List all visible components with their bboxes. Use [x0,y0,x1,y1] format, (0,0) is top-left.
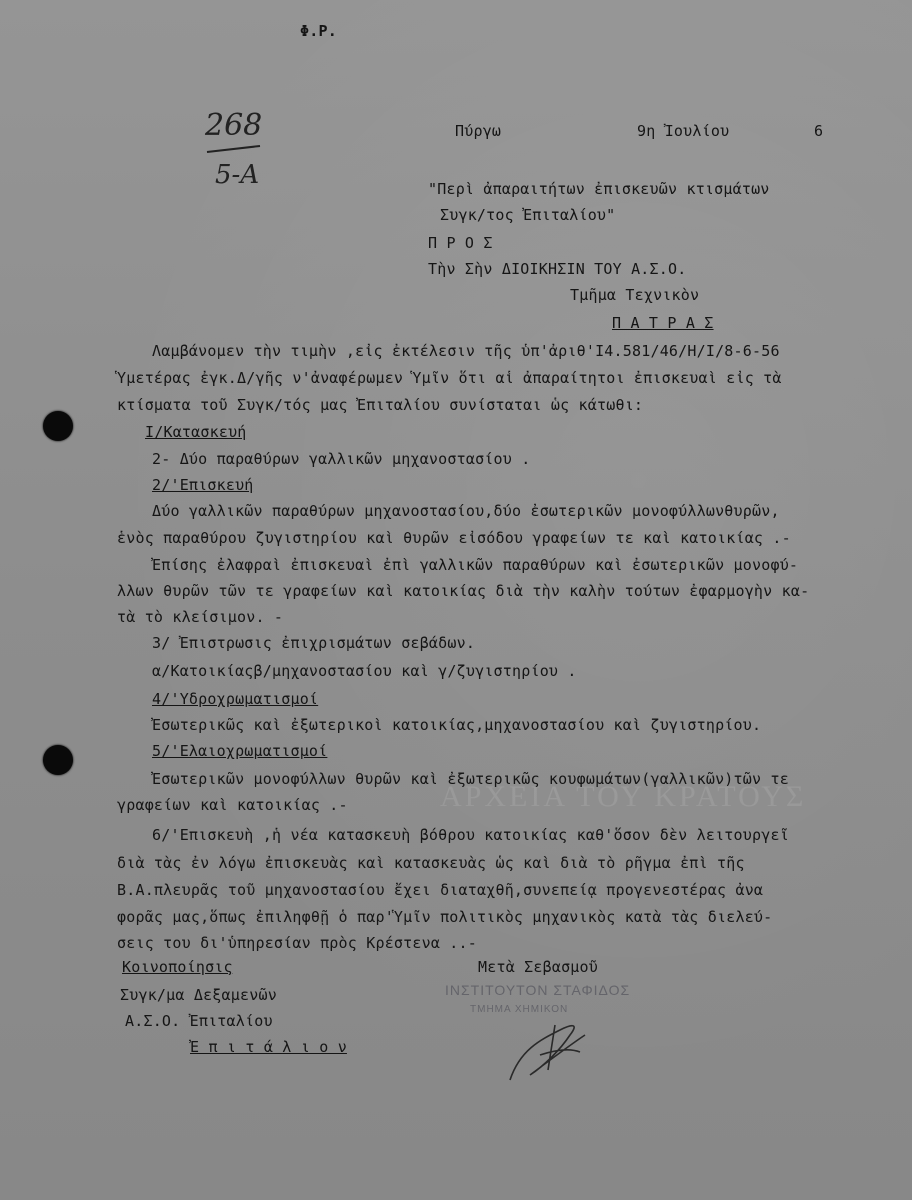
recipient-line-1: Τὴν Σὴν ΔΙΟΙΚΗΣΙΝ ΤΟΥ Α.Σ.Ο. [428,260,687,278]
section-5-heading: 5/'Ελαιοχρωματισμοί [152,742,328,760]
section-6-line-3: Β.Α.πλευρᾶς τοῦ μηχανοστασίου ἔχει διαταχθῆ,συνεπείᾳ προγενεστέρας ἀνα [117,881,764,899]
recipient-pros: Π Ρ Ο Σ [428,234,493,252]
year-fragment: 6 [814,122,824,140]
handwritten-subreference: 5-Α [215,160,260,190]
archive-watermark: ΑΡΧΕΙΑ ΤΟΥ ΚΡΑΤΟΥΣ [440,780,807,813]
punch-hole-bottom [43,745,73,775]
section-4-heading: 4/'Υδροχρωματισμοί [152,690,319,708]
department-stamp: ΤΜΗΜΑ ΧΗΜΙΚΟΝ [470,1004,569,1015]
subject-line-1: "Περὶ ἀπαραιτήτων ἐπισκευῶν κτισμάτων [428,180,770,198]
subject-line-2: Συγκ/τος Ἐπιταλίου" [440,206,616,224]
section-2-line-1: Δύο γαλλικῶν παραθύρων μηχανοστασίου,δύο ἐσωτερικῶν μονοφύλλωνθυρῶν, [152,502,780,520]
section-2-line-5: τὰ τὸ κλείσιμον. - [117,608,284,626]
handwritten-fraction-line [205,140,265,160]
section-6-line-4: φορᾶς μας,ὅπως ἐπιληφθῇ ὁ παρ'Ὑμῖν πολιτικὸς μηχανικὸς κατὰ τὰς διελεύ- [117,908,773,926]
recipient-line-2: Τμῆμα Τεχνικὸν [570,286,700,304]
cc-heading: Κοινοποίησις [122,958,233,976]
section-2-line-2: ἑνὸς παραθύρου ζυγιστηρίου καὶ θυρῶν εἰσόδου γραφείων τε καὶ κατοικίας .- [117,529,791,547]
section-4-text: Ἐσωτερικῶς καὶ ἐξωτερικοὶ κατοικίας,μηχανοστασίου καὶ ζυγιστηρίου. [152,716,762,734]
institute-stamp: ΙΝΣΤΙΤΟΥΤΟΝ ΣΤΑΦΙΔΟΣ [445,982,631,998]
closing-salutation: Μετὰ Σεβασμοῦ [478,958,598,976]
intro-line-2: Ὑμετέρας ἐγκ.Δ/γῆς ν'ἀναφέρωμεν Ὑμῖν ὅτι αἱ ἀπαραίτητοι ἐπισκευαὶ εἰς τὰ [117,369,782,387]
section-1-text: 2- Δύο παραθύρων γαλλικῶν μηχανοστασίου . [152,450,531,468]
section-3-heading: 3/ Ἐπιστρωσις ἐπιχρισμάτων σεβάδων. [152,634,476,652]
section-5-line-2: γραφείων καὶ κατοικίας .- [117,796,348,814]
section-2-line-3: Ἐπίσης ἐλαφραὶ ἐπισκευαὶ ἐπὶ γαλλικῶν παραθύρων καὶ ἐσωτερικῶν μονοφύ- [152,556,799,574]
punch-hole-top [43,411,73,441]
section-2-heading: 2/'Επισκευή [152,476,254,494]
section-6-line-5: σεις του δι'ὑπηρεσίαν πρὸς Κρέστενα ..- [117,934,477,952]
section-5-line-1: Ἐσωτερικῶν μονοφύλλων θυρῶν καὶ ἐξωτερικῶς κουφωμάτων(γαλλικῶν)τῶν τε [152,770,789,788]
intro-line-1: Λαμβάνομεν τὴν τιμὴν ,εἰς ἐκτέλεσιν τῆς ὑπ'ἀριθ'Ι4.581/46/Η/Ι/8-6-56 [152,342,780,360]
section-6-line-1: 6/'Επισκευὴ ,ἡ νέα κατασκευὴ βόθρου κατοικίας καθ'ὅσον δὲν λειτουργεῖ [152,826,789,844]
section-6-line-2: διὰ τὰς ἐν λόγω ἐπισκευὰς καὶ κατασκευὰς ὡς καὶ διὰ τὸ ρῆγμα ἐπὶ τῆς [117,854,745,872]
handwritten-reference: 268 [205,108,263,143]
date: 9η Ἰουλίου [637,122,730,140]
file-code: Φ.Ρ. [300,22,337,40]
section-2-line-4: λλων θυρῶν τῶν τε γραφείων καὶ κατοικίας διὰ τὴν καλὴν τούτων ἐφαρμογὴν κα- [117,582,810,600]
cc-line-1: Συγκ/μα Δεξαμενῶν [120,986,277,1004]
recipient-city: Π Α Τ Ρ Α Σ [612,314,714,332]
section-1-heading: Ι/Κατασκευή [145,423,247,441]
cc-line-3: Ἐ π ι τ ά λ ι ο ν [190,1038,347,1056]
place: Πύργω [455,122,502,140]
cc-line-2: Α.Σ.Ο. Ἐπιταλίου [125,1012,273,1030]
signature [500,1010,610,1090]
section-3-text: α/Κατοικίαςβ/μηχανοστασίου καὶ γ/ζυγιστηρίου . [152,662,577,680]
intro-line-3: κτίσματα τοῦ Συγκ/τός μας Ἐπιταλίου συνίσταται ὡς κάτωθι: [117,396,644,414]
